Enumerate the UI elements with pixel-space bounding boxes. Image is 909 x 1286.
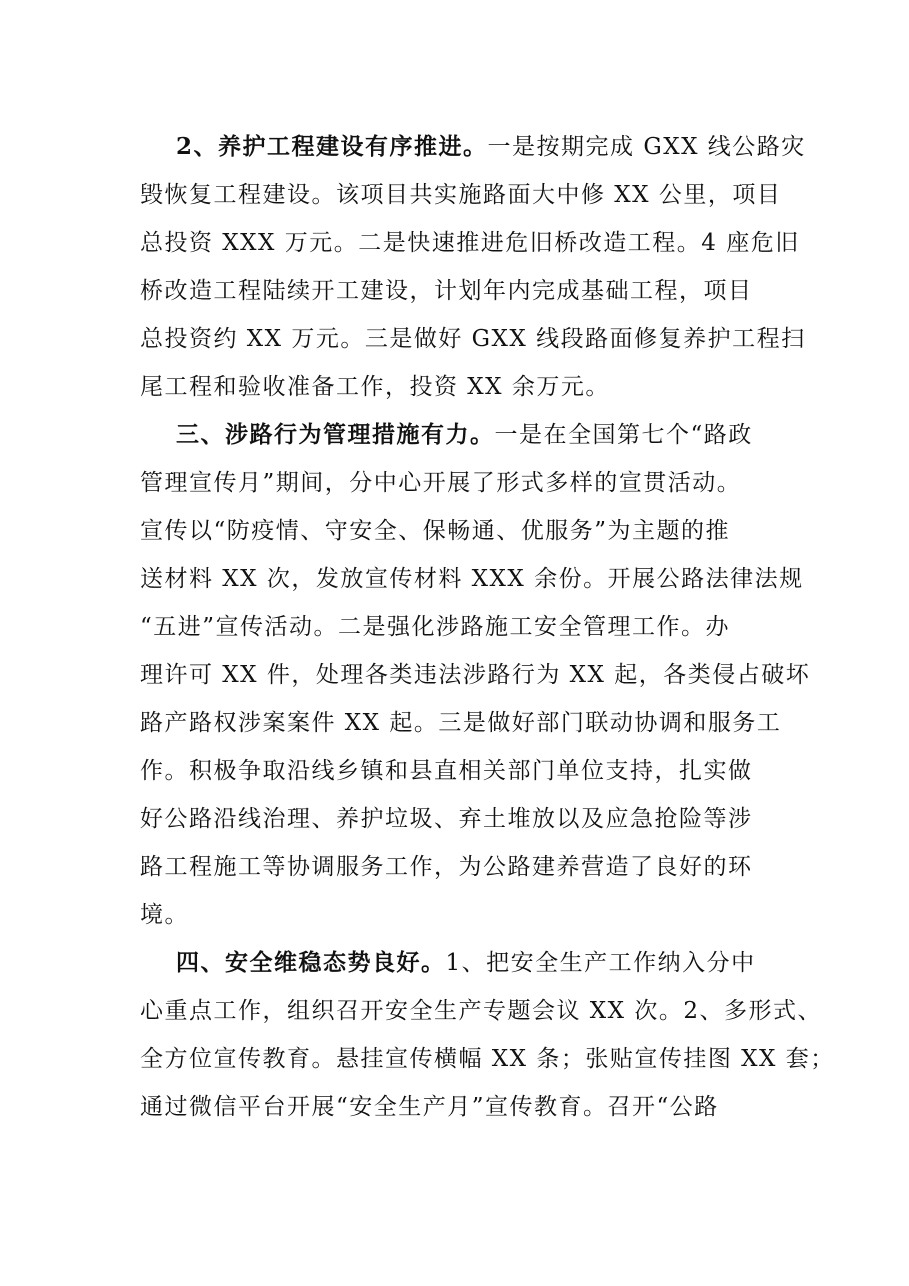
text-line: 管理宣传月”期间，分中心开展了形式多样的宣贯活动。: [140, 470, 742, 496]
text-line: 送材料 XX 次，发放宣传材料 XXX 余份。开展公路法律法规: [140, 566, 804, 592]
section-heading: 四、安全维稳态势良好。: [176, 949, 446, 976]
text-line: 总投资约 XX 万元。三是做好 GXX 线段路面修复养护工程扫: [140, 326, 806, 352]
text-line: 尾工程和验收准备工作，投资 XX 余万元。: [140, 374, 610, 400]
text-line: 路工程施工等协调服务工作，为公路建养营造了良好的环: [140, 854, 753, 880]
text-line: 全方位宣传教育。悬挂宣传横幅 XX 条；张贴宣传挂图 XX 套；: [140, 1046, 835, 1072]
paragraph-maintenance-projects: [140, 123, 806, 411]
section-heading: 三、涉路行为管理措施有力。: [176, 421, 495, 448]
text-line: 作。积极争取沿线乡镇和县直相关部门单位支持，扎实做: [140, 758, 753, 784]
text-line: 1、把安全生产工作纳入分中: [445, 950, 756, 976]
text-line: 宣传以“防疫情、守安全、保畅通、优服务”为主题的推: [140, 518, 731, 544]
text-line: 毁恢复工程建设。该项目共实施路面大中修 XX 公里，项目: [140, 182, 782, 208]
text-line: 路产路权涉案案件 XX 起。三是做好部门联动协调和服务工: [140, 710, 782, 736]
paragraph-safety-stability: [140, 939, 835, 1131]
text-line: 心重点工作，组织召开安全生产专题会议 XX 次。2、多形式、: [140, 998, 823, 1024]
paragraph-first-line: [140, 123, 806, 171]
text-line: 好公路沿线治理、养护垃圾、弃土堆放以及应急抢险等涉: [140, 806, 753, 832]
text-line: 通过微信平台开展“安全生产月”宣传教育。召开“公路: [140, 1094, 719, 1120]
text-line: 总投资 XXX 万元。二是快速推进危旧桥改造工程。4 座危旧: [140, 230, 800, 256]
paragraph-road-administration: [140, 411, 811, 939]
text-line: “五进”宣传活动。二是强化涉路施工安全管理工作。办: [140, 614, 731, 640]
text-line: 桥改造工程陆续开工建设，计划年内完成基础工程，项目: [140, 278, 753, 304]
text-line: 境。: [140, 902, 189, 928]
text-line: 一是按期完成 GXX 线公路灾: [487, 134, 806, 160]
section-heading: 2、养护工程建设有序推进。: [176, 133, 488, 160]
paragraph-first-line: [140, 411, 790, 459]
paragraph-first-line: [140, 939, 790, 987]
text-line: 一是在全国第七个“路政: [494, 422, 753, 448]
text-line: 理许可 XX 件，处理各类违法涉路行为 XX 起，各类侵占破坏: [140, 662, 811, 688]
